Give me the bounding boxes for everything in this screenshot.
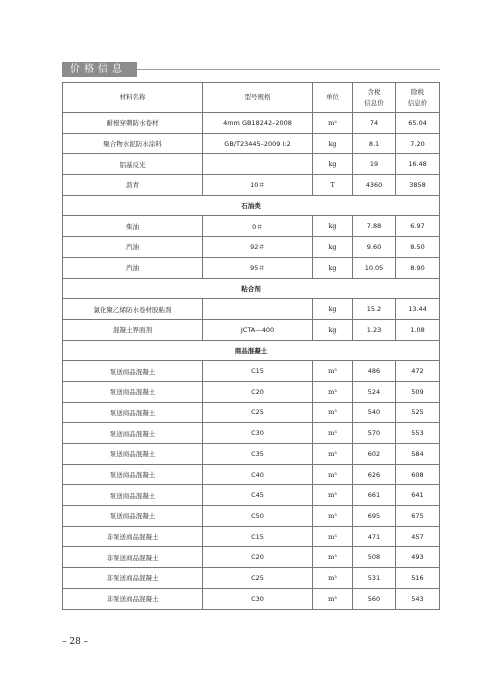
tax-included-price-cell: 531 <box>353 568 396 589</box>
header-spec: 型号规格 <box>203 83 313 113</box>
category-label: 石油类 <box>63 195 440 216</box>
tax-excluded-price-cell: 65.04 <box>396 113 440 134</box>
header-tax-included-line2: 信息价 <box>364 98 384 107</box>
tax-excluded-price-cell: 641 <box>396 485 440 506</box>
material-name-cell: 泵送商品混凝土 <box>63 444 203 465</box>
spec-cell: C30 <box>203 588 313 609</box>
tax-excluded-price-cell: 6.97 <box>396 216 440 237</box>
tax-included-price-cell: 8.1 <box>353 133 396 154</box>
unit-cell: m³ <box>313 568 353 589</box>
table-row <box>63 547 440 568</box>
table-row <box>63 154 440 175</box>
tax-included-price-cell: 4360 <box>353 175 396 196</box>
tax-excluded-price-cell: 543 <box>396 588 440 609</box>
unit-cell: kg <box>313 299 353 320</box>
spec-cell: 0＃ <box>203 216 313 237</box>
material-name-cell: 耐根穿刺防水卷材 <box>63 113 203 134</box>
table-row <box>63 257 440 278</box>
table-row <box>63 526 440 547</box>
header-unit: 单位 <box>313 83 353 113</box>
unit-cell: T <box>313 175 353 196</box>
header-tax-excluded-line1: 除税 <box>411 87 424 96</box>
tax-excluded-price-cell: 7.20 <box>396 133 440 154</box>
spec-cell: C15 <box>203 361 313 382</box>
unit-cell: kg <box>313 154 353 175</box>
unit-cell: m³ <box>313 506 353 527</box>
tax-excluded-price-cell: 16.48 <box>396 154 440 175</box>
tax-excluded-price-cell: 608 <box>396 464 440 485</box>
tax-included-price-cell: 695 <box>353 506 396 527</box>
material-name-cell: 非泵送商品混凝土 <box>63 568 203 589</box>
table-row <box>63 299 440 320</box>
material-name-cell: 汽油 <box>63 257 203 278</box>
material-name-cell: 泵送商品混凝土 <box>63 464 203 485</box>
tax-included-price-cell: 508 <box>353 547 396 568</box>
tax-included-price-cell: 15.2 <box>353 299 396 320</box>
spec-cell: C25 <box>203 568 313 589</box>
unit-cell: m³ <box>313 485 353 506</box>
tax-excluded-price-cell: 509 <box>396 381 440 402</box>
tax-included-price-cell: 74 <box>353 113 396 134</box>
spec-cell: C35 <box>203 444 313 465</box>
tax-excluded-price-cell: 516 <box>396 568 440 589</box>
material-name-cell: 泵送商品混凝土 <box>63 485 203 506</box>
tax-included-price-cell: 9.60 <box>353 237 396 258</box>
spec-cell: 92＃ <box>203 237 313 258</box>
spec-cell: C30 <box>203 423 313 444</box>
price-table <box>62 82 440 610</box>
tax-included-price-cell: 10.05 <box>353 257 396 278</box>
material-name-cell: 柴油 <box>63 216 203 237</box>
spec-cell: C20 <box>203 547 313 568</box>
table-row <box>63 506 440 527</box>
table-row <box>63 133 440 154</box>
material-name-cell: 泵送商品混凝土 <box>63 381 203 402</box>
unit-cell: m³ <box>313 444 353 465</box>
table-header-row <box>63 83 440 113</box>
section-rule <box>137 69 440 70</box>
unit-cell: kg <box>313 216 353 237</box>
material-name-cell: 非泵送商品混凝土 <box>63 588 203 609</box>
tax-included-price-cell: 7.88 <box>353 216 396 237</box>
tax-excluded-price-cell: 584 <box>396 444 440 465</box>
spec-cell <box>203 299 313 320</box>
unit-cell: kg <box>313 237 353 258</box>
tax-excluded-price-cell: 493 <box>396 547 440 568</box>
table-row <box>63 464 440 485</box>
table-row <box>63 113 440 134</box>
tax-excluded-price-cell: 1.08 <box>396 319 440 340</box>
unit-cell: kg <box>313 133 353 154</box>
tax-excluded-price-cell: 8.50 <box>396 237 440 258</box>
spec-cell: C25 <box>203 402 313 423</box>
tax-excluded-price-cell: 13.44 <box>396 299 440 320</box>
table-body <box>63 113 440 610</box>
tax-included-price-cell: 661 <box>353 485 396 506</box>
unit-cell: m³ <box>313 402 353 423</box>
material-name-cell: 汽油 <box>63 237 203 258</box>
spec-cell: C40 <box>203 464 313 485</box>
tax-excluded-price-cell: 457 <box>396 526 440 547</box>
unit-cell: m² <box>313 113 353 134</box>
table-row <box>63 588 440 609</box>
tax-included-price-cell: 486 <box>353 361 396 382</box>
unit-cell: m³ <box>313 588 353 609</box>
spec-cell: C45 <box>203 485 313 506</box>
tax-included-price-cell: 471 <box>353 526 396 547</box>
tax-excluded-price-cell: 525 <box>396 402 440 423</box>
unit-cell: m³ <box>313 464 353 485</box>
spec-cell: C15 <box>203 526 313 547</box>
table-row <box>63 319 440 340</box>
category-row <box>63 195 440 216</box>
table-row <box>63 175 440 196</box>
header-tax-included-line1: 含税 <box>367 87 381 96</box>
tax-included-price-cell: 602 <box>353 444 396 465</box>
spec-cell: JCTA—400 <box>203 319 313 340</box>
spec-cell: 95＃ <box>203 257 313 278</box>
material-name-cell: 非泵送商品混凝土 <box>63 547 203 568</box>
material-name-cell: 非泵送商品混凝土 <box>63 526 203 547</box>
material-name-cell: 泵送商品混凝土 <box>63 423 203 444</box>
table-row <box>63 402 440 423</box>
tax-excluded-price-cell: 553 <box>396 423 440 444</box>
table-row <box>63 381 440 402</box>
header-tax-excluded-price <box>396 83 440 113</box>
tax-included-price-cell: 540 <box>353 402 396 423</box>
unit-cell: m³ <box>313 547 353 568</box>
header-material-name: 材料名称 <box>63 83 203 113</box>
category-label: 粘合剂 <box>63 278 440 299</box>
category-label: 商品混凝土 <box>63 340 440 361</box>
page-number: – 28 – <box>62 637 89 647</box>
spec-cell: 4mm GB18242–2008 <box>203 113 313 134</box>
tax-excluded-price-cell: 472 <box>396 361 440 382</box>
material-name-cell: 混凝土界面剂 <box>63 319 203 340</box>
tax-excluded-price-cell: 675 <box>396 506 440 527</box>
unit-cell: m³ <box>313 526 353 547</box>
tax-included-price-cell: 560 <box>353 588 396 609</box>
tax-excluded-price-cell: 3858 <box>396 175 440 196</box>
tax-included-price-cell: 524 <box>353 381 396 402</box>
table-row <box>63 485 440 506</box>
table-row <box>63 423 440 444</box>
unit-cell: kg <box>313 257 353 278</box>
unit-cell: m³ <box>313 423 353 444</box>
table-row <box>63 216 440 237</box>
tax-included-price-cell: 19 <box>353 154 396 175</box>
table-row <box>63 237 440 258</box>
table-row <box>63 361 440 382</box>
table-row <box>63 444 440 465</box>
category-row <box>63 278 440 299</box>
tax-excluded-price-cell: 8.90 <box>396 257 440 278</box>
tax-included-price-cell: 1.23 <box>353 319 396 340</box>
spec-cell: C50 <box>203 506 313 527</box>
spec-cell <box>203 154 313 175</box>
unit-cell: kg <box>313 319 353 340</box>
spec-cell: GB/T23445–2009 Ⅰ:2 <box>203 133 313 154</box>
section-title: 价格信息 <box>62 62 137 77</box>
header-tax-excluded-line2: 信息价 <box>407 98 428 107</box>
material-name-cell: 沥青 <box>63 175 203 196</box>
material-name-cell: 泵送商品混凝土 <box>63 361 203 382</box>
unit-cell: m³ <box>313 381 353 402</box>
unit-cell: m³ <box>313 361 353 382</box>
material-name-cell: 氯化聚乙烯防水卷材胶粘剂 <box>63 299 203 320</box>
tax-included-price-cell: 570 <box>353 423 396 444</box>
material-name-cell: 铝基反光 <box>63 154 203 175</box>
material-name-cell: 泵送商品混凝土 <box>63 402 203 423</box>
header-tax-included-price <box>353 83 396 113</box>
category-row <box>63 340 440 361</box>
material-name-cell: 聚合物水泥防水涂料 <box>63 133 203 154</box>
tax-included-price-cell: 626 <box>353 464 396 485</box>
spec-cell: C20 <box>203 381 313 402</box>
spec-cell: 10＃ <box>203 175 313 196</box>
material-name-cell: 泵送商品混凝土 <box>63 506 203 527</box>
table-row <box>63 568 440 589</box>
